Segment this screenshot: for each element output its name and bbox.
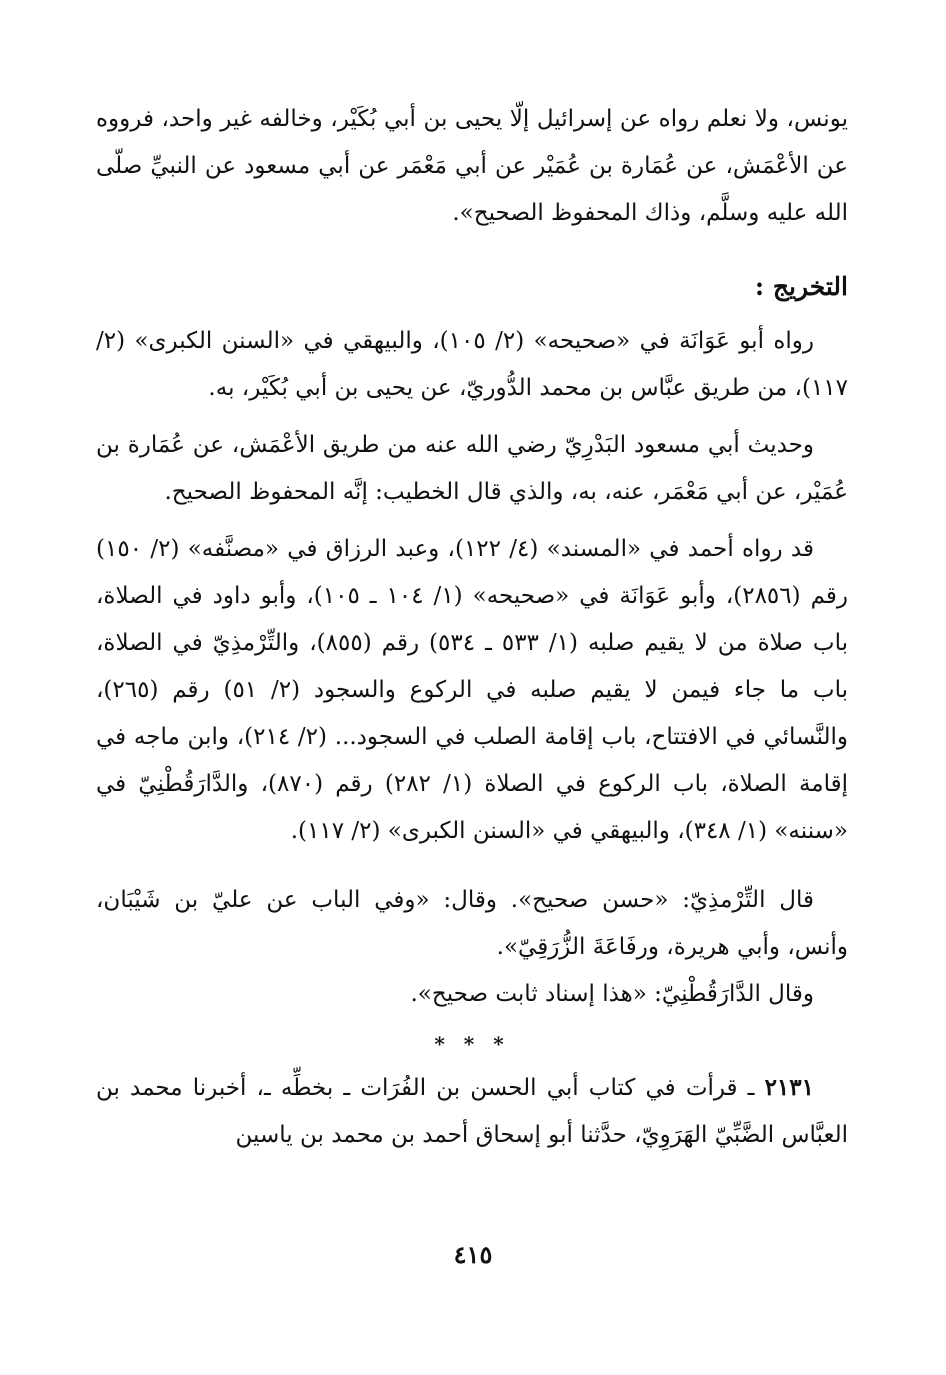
paragraph-takhrij-3: قد رواه أحمد في «المسند» (٤/ ١٢٢)، وعبد الرزاق في «مصنَّفه» (٢/ ١٥٠) رقم (٢٨٥٦)، وأبو عَوَانَة في «صحيحه» (١/ ١٠٤ ـ ١٠٥)، وأبو داود في الصلاة، باب صلاة من لا يقيم صلبه (١/ ٥٣٣ ـ ٥٣٤) رقم (٨٥٥)، والتِّرْمذِيّ في الصلاة، باب ما جاء فيمن لا يقيم صلبه في الركوع والسجود (٢/ ٥١) رقم (٢٦٥)، والنَّسائي في الافتتاح، باب إقامة الصلب في السجود... (٢/ ٢١٤)، وابن ماجه في إقامة الصلاة، باب الركوع في الصلاة (١/ ٢٨٢) رقم (٨٧٠)، والدَّارَقُطْنِيّ في «سننه» (١/ ٣٤٨)، والبيهقي في «السنن الكبرى» (٢/ ١١٧). (96, 536, 849, 844)
paragraph-hadith-2131 (96, 1064, 848, 1159)
page-body (96, 96, 848, 1159)
paragraph-takhrij-2: وحديث أبي مسعود البَدْرِيّ رضي الله عنه من طريق الأعْمَش، عن عُمَارة بن عُمَيْر، عن أبي مَعْمَر، عنه، به، والذي قال الخطيب: إنَّه المحفوظ الصحيح. (96, 432, 848, 505)
paragraph-continuation: يونس، ولا نعلم رواه عن إسرائيل إلّا يحيى بن أبي بُكَيْر، وخالفه غير واحد، فرووه عن الأعْمَش، عن عُمَارة بن عُمَيْر عن أبي مَعْمَر عن أبي مسعود عن النبيِّ صلّى الله عليه وسلَّم، وذاك المحفوظ الصحيح». (96, 106, 848, 226)
hadith-number: ٢١٣١ (764, 1074, 814, 1101)
page-number: ٤١٥ (453, 1240, 493, 1269)
hadith-text: ـ قرأت في كتاب أبي الحسن بن الفُرَات ـ بخطِّه ـ، أخبرنا محمد بن العبَّاس الضَّبِّيّ الهَرَوِيّ، حدَّثنا أبو إسحاق أحمد بن محمد بن ياسين (96, 1075, 848, 1148)
paragraph-daraqutni-quote: وقال الدَّارَقُطْنِيّ: «هذا إسناد ثابت صحيح». (410, 981, 814, 1007)
section-separator: * * * (434, 1032, 510, 1056)
paragraph-tirmidhi-quote: قال التِّرْمذِيّ: «حسن صحيح». وقال: «وفي الباب عن عليّ بن شَيْبَان، وأنس، وأبي هريرة، ورفَاعَةَ الزُّرَقِيّ». (96, 887, 848, 960)
paragraph-takhrij-1: رواه أبو عَوَانَة في «صحيحه» (٢/ ١٠٥)، والبيهقي في «السنن الكبرى» (٢/ ١١٧)، من طريق عبَّاس بن محمد الدُّوريّ، عن يحيى بن أبي بُكَيْر، به. (96, 328, 848, 401)
section-heading-takhrij: التخريج : (754, 272, 848, 301)
